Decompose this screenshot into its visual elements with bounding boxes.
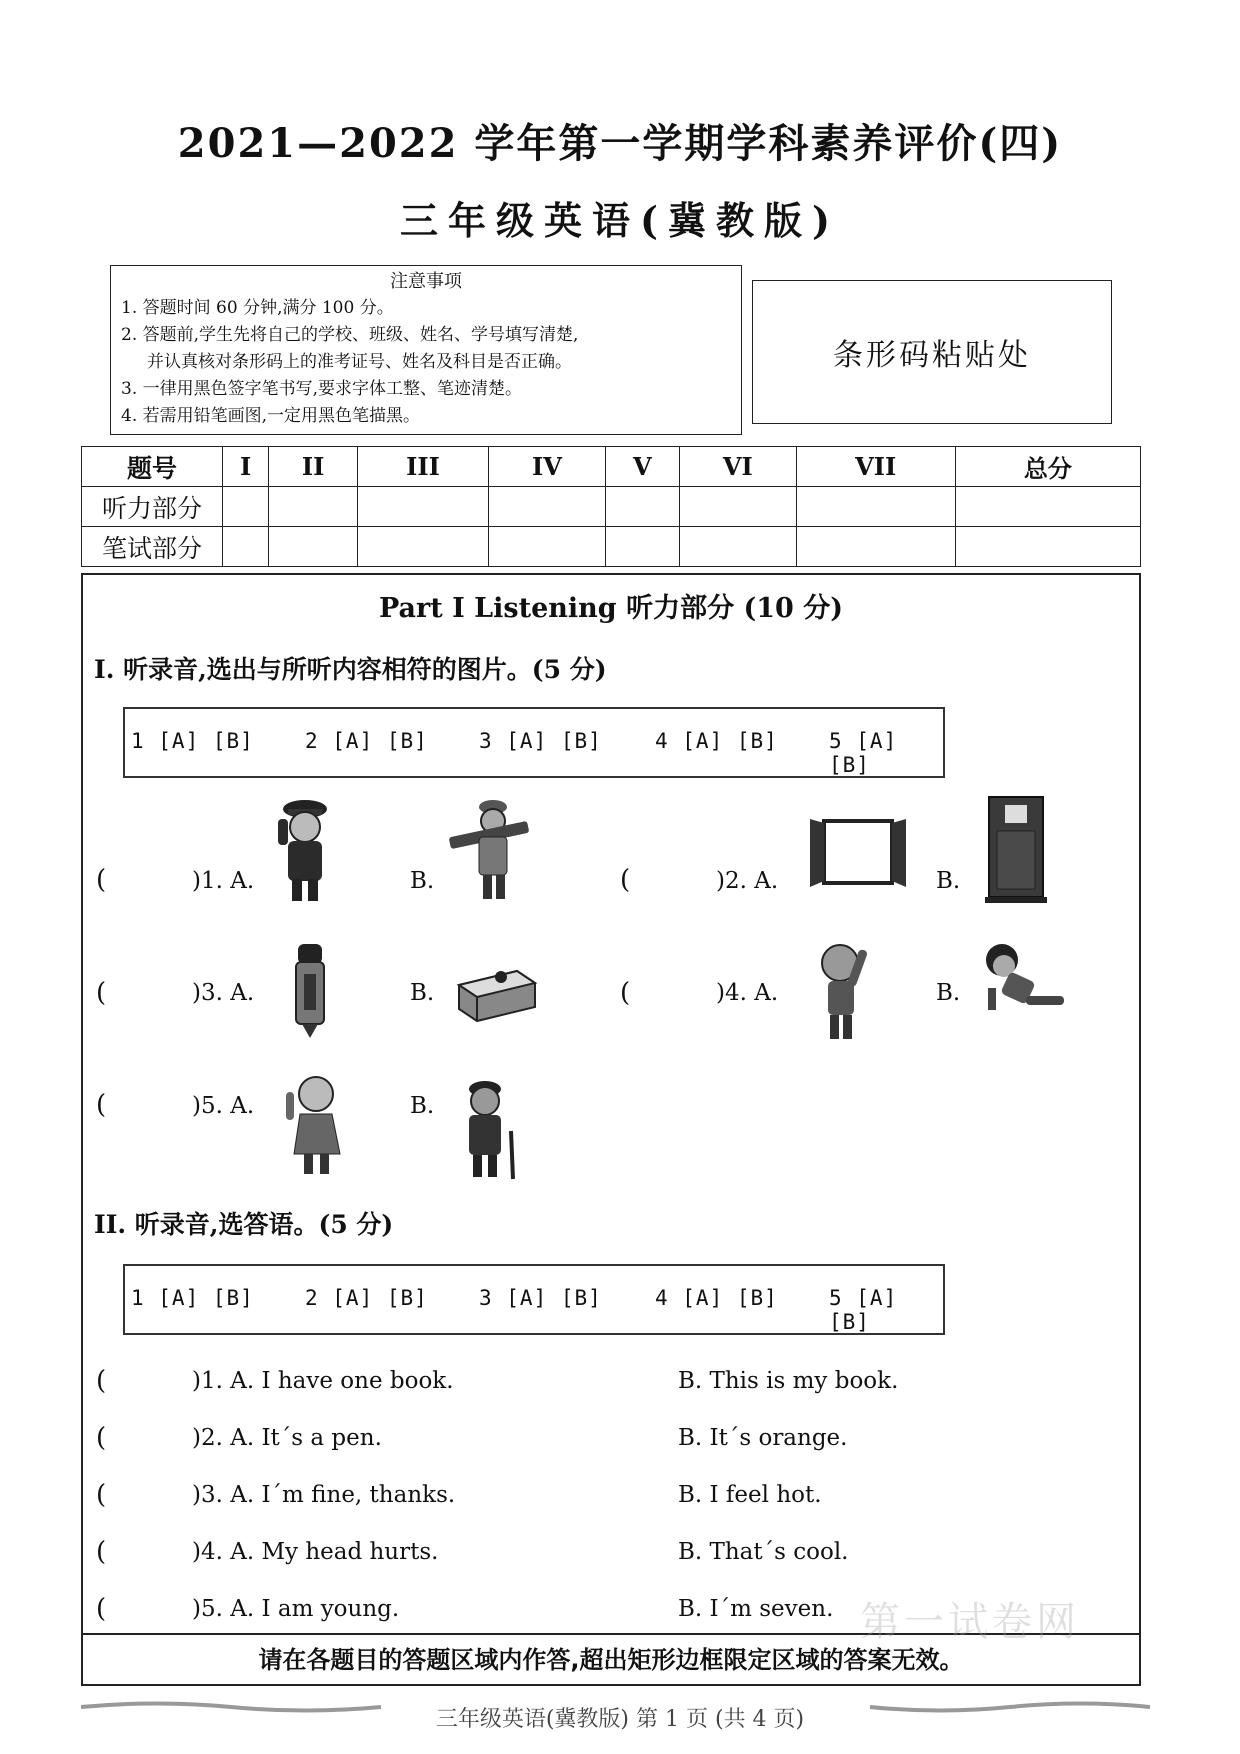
answer-paren[interactable]: ( [96, 865, 107, 895]
child-waving-icon [808, 935, 888, 1045]
score-header: V [605, 447, 679, 487]
window-icon [808, 815, 908, 890]
child-sitting-icon [978, 940, 1073, 1030]
option-b-text: B. That´s cool. [678, 1539, 849, 1565]
section2-title: II. 听录音,选答语。(5 分) [94, 1210, 394, 1239]
answer-cell[interactable]: 5 [A] [B] [829, 729, 898, 777]
page-footer: 三年级英语(冀教版) 第 1 页 (共 4 页) [435, 1707, 805, 1732]
notice-item: 4. 若需用铅笔画图,一定用黑色笔描黑。 [121, 406, 421, 426]
score-header: II [269, 447, 358, 487]
score-cell[interactable] [796, 487, 955, 527]
answer-paren[interactable]: ( [96, 1423, 107, 1453]
grandma-icon [280, 1070, 360, 1180]
notice-box [110, 265, 742, 435]
option-b-label: B. [410, 1093, 435, 1119]
question-number: )2. A. [716, 868, 779, 894]
option-a-text: )2. A. It´s a pen. [192, 1425, 382, 1451]
option-b-text: B. This is my book. [678, 1368, 899, 1394]
score-header: 题号 [82, 447, 223, 487]
score-row [82, 527, 1141, 567]
answer-cell[interactable]: 1 [A] [B] [131, 729, 254, 753]
score-cell[interactable] [357, 527, 488, 567]
score-cell[interactable] [679, 487, 796, 527]
answer-cell[interactable]: 2 [A] [B] [305, 729, 428, 753]
notice-heading: 注意事项 [390, 271, 462, 292]
answer-paren[interactable]: ( [620, 865, 631, 895]
door-icon [985, 795, 1047, 905]
score-header-row [82, 447, 1141, 487]
score-cell[interactable] [605, 527, 679, 567]
answer-cell[interactable]: 4 [A] [B] [655, 1286, 778, 1310]
option-a-text: )5. A. I am young. [192, 1596, 400, 1622]
notice-item: 并认真核对条形码上的准考证号、姓名及科目是否正确。 [147, 352, 572, 372]
option-b-label: B. [936, 980, 961, 1006]
answer-paren[interactable]: ( [96, 1537, 107, 1567]
answer-region-note: 请在各题目的答题区域内作答,超出矩形边框限定区域的答案无效。 [258, 1646, 964, 1674]
question-number: )5. A. [192, 1093, 255, 1119]
answer-cell[interactable]: 5 [A] [B] [829, 1286, 898, 1334]
option-a-text: )1. A. I have one book. [192, 1368, 454, 1394]
answer-paren[interactable]: ( [96, 1480, 107, 1510]
score-header: IV [489, 447, 606, 487]
score-cell[interactable] [605, 487, 679, 527]
answer-cell[interactable]: 1 [A] [B] [131, 1286, 254, 1310]
score-cell[interactable] [955, 527, 1140, 567]
exam-title: 2021—2022 学年第一学期学科素养评价(四) [177, 120, 1063, 167]
option-b-label: B. [936, 868, 961, 894]
grandpa-icon [455, 1075, 525, 1183]
score-cell[interactable] [269, 487, 358, 527]
option-a-text: )3. A. I´m fine, thanks. [192, 1482, 456, 1508]
answer-paren[interactable]: ( [96, 1090, 107, 1120]
score-header: 总分 [955, 447, 1140, 487]
score-header: VII [796, 447, 955, 487]
policeman-icon [270, 795, 340, 907]
score-table [81, 446, 1141, 567]
watermark: 第一试卷网 [860, 1599, 1080, 1645]
answer-paren[interactable]: ( [620, 978, 631, 1008]
score-cell[interactable] [955, 487, 1140, 527]
notice-item: 2. 答题前,学生先将自己的学校、班级、姓名、学号填写清楚, [121, 325, 579, 345]
score-row-label: 笔试部分 [82, 527, 223, 567]
barcode-area: 条形码粘贴处 [752, 280, 1112, 424]
score-cell[interactable] [269, 527, 358, 567]
answer-cell[interactable]: 2 [A] [B] [305, 1286, 428, 1310]
exam-subtitle: 三年级英语(冀教版) [400, 198, 840, 243]
question-number: )3. A. [192, 980, 255, 1006]
question-number: )1. A. [192, 868, 255, 894]
notice-item: 3. 一律用黑色签字笔书写,要求字体工整、笔迹清楚。 [121, 379, 523, 399]
cake-icon [455, 955, 540, 1025]
answer-cell[interactable]: 3 [A] [B] [479, 1286, 602, 1310]
answer-paren[interactable]: ( [96, 1594, 107, 1624]
option-b-text: B. It´s orange. [678, 1425, 848, 1451]
score-cell[interactable] [357, 487, 488, 527]
score-cell[interactable] [223, 487, 269, 527]
score-header: VI [679, 447, 796, 487]
option-b-text: B. I feel hot. [678, 1482, 822, 1508]
option-b-label: B. [410, 868, 435, 894]
answer-paren[interactable]: ( [96, 1366, 107, 1396]
score-cell[interactable] [489, 527, 606, 567]
answer-cell[interactable]: 4 [A] [B] [655, 729, 778, 753]
score-cell[interactable] [796, 527, 955, 567]
answer-cell[interactable]: 3 [A] [B] [479, 729, 602, 753]
question-number: )4. A. [716, 980, 779, 1006]
option-b-text: B. I´m seven. [678, 1596, 834, 1622]
score-cell[interactable] [489, 487, 606, 527]
marker-icon [290, 940, 330, 1040]
answer-grid-1 [123, 707, 945, 778]
section1-title: I. 听录音,选出与所听内容相符的图片。(5 分) [94, 655, 607, 684]
answer-grid-2 [123, 1264, 945, 1335]
part1-heading: Part I Listening 听力部分 (10 分) [378, 593, 843, 624]
option-a-text: )4. A. My head hurts. [192, 1539, 439, 1565]
farmer-icon [445, 795, 535, 907]
notice-item: 1. 答题时间 60 分钟,满分 100 分。 [121, 298, 394, 318]
answer-paren[interactable]: ( [96, 978, 107, 1008]
score-cell[interactable] [223, 527, 269, 567]
option-b-label: B. [410, 980, 435, 1006]
score-cell[interactable] [679, 527, 796, 567]
score-row [82, 487, 1141, 527]
score-row-label: 听力部分 [82, 487, 223, 527]
score-header: I [223, 447, 269, 487]
score-header: III [357, 447, 488, 487]
